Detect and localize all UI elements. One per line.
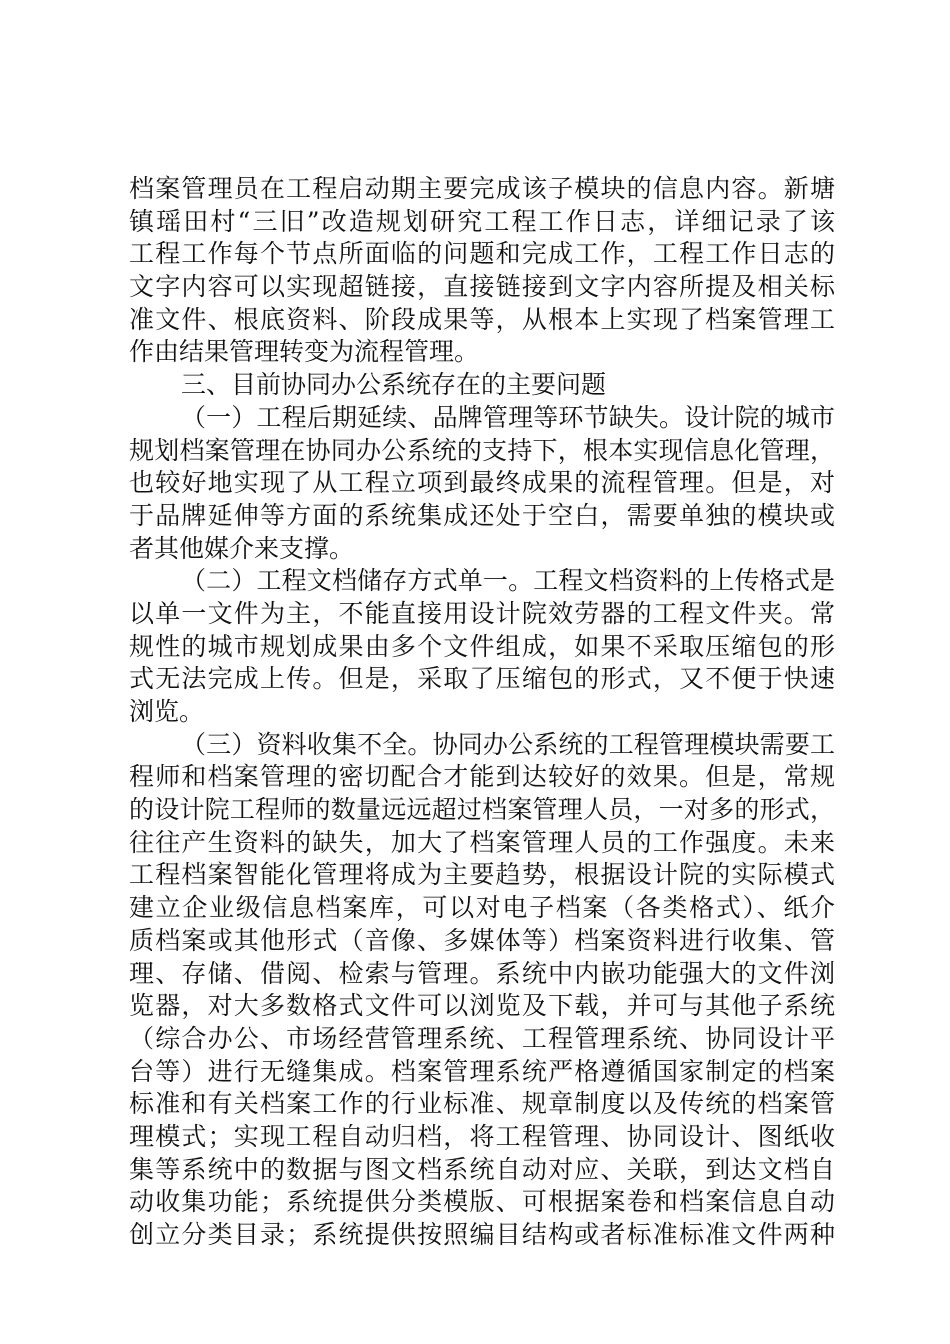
text-line: 台等）进行无缝集成。档案管理系统严格遵循国家制定的档案 [129, 1056, 835, 1086]
text-line: 浏览。 [129, 697, 205, 726]
text-line: 创立分类目录；系统提供按照编目结构或者标准标准文件两种 [129, 1220, 835, 1249]
text-line: （三）资料收集不全。协同办公系统的工程管理模块需要工 [181, 729, 835, 759]
text-line: 规性的城市规划成果由多个文件组成，如果不采取压缩包的形 [129, 631, 835, 661]
text-line: 建立企业级信息档案库，可以对电子档案（各类格式）、纸介 [129, 893, 835, 923]
text-line: 标准和有关档案工作的行业标准、规章制度以及传统的档案管 [129, 1089, 835, 1119]
text-line: 动收集功能；系统提供分类模版、可根据案卷和档案信息自动 [129, 1187, 835, 1217]
text-line: 理、存储、借阅、检索与管理。系统中内嵌功能强大的文件浏 [129, 958, 835, 988]
text-line: 工程档案智能化管理将成为主要趋势，根据设计院的实际模式 [129, 860, 835, 890]
text-line: 准文件、根底资料、阶段成果等，从根本上实现了档案管理工 [129, 304, 835, 334]
text-line: 程师和档案管理的密切配合才能到达较好的效果。但是，常规 [129, 762, 835, 792]
text-line: 也较好地实现了从工程立项到最终成果的流程管理。但是，对 [129, 468, 835, 498]
text-line: 者其他媒介来支撑。 [129, 533, 355, 563]
text-line: （综合办公、市场经营管理系统、工程管理系统、协同设计平 [129, 1023, 835, 1053]
text-line: 于品牌延伸等方面的系统集成还处于空白，需要单独的模块或 [129, 500, 835, 530]
section-heading: 三、目前协同办公系统存在的主要问题 [181, 370, 607, 400]
text-line: 质档案或其他形式（音像、多媒体等）档案资料进行收集、管 [129, 925, 835, 955]
text-line: 集等系统中的数据与图文档系统自动对应、关联，到达文档自 [129, 1154, 835, 1184]
text-line: 的设计院工程师的数量远远超过档案管理人员，一对多的形式， [129, 795, 835, 825]
text-line: （一）工程后期延续、品牌管理等环节缺失。设计院的城市 [181, 402, 835, 432]
text-line: 理模式；实现工程自动归档，将工程管理、协同设计、图纸收 [129, 1121, 835, 1151]
body-text [129, 173, 835, 1252]
text-line: 文字内容可以实现超链接，直接链接到文字内容所提及相关标 [129, 272, 835, 302]
text-line: 档案管理员在工程启动期主要完成该子模块的信息内容。新塘 [129, 174, 835, 203]
text-line: （二）工程文档储存方式单一。工程文档资料的上传格式是 [181, 566, 835, 596]
text-line: 作由结果管理转变为流程管理。 [129, 337, 480, 367]
text-line: 往往产生资料的缺失，加大了档案管理人员的工作强度。未来 [129, 827, 835, 857]
text-line: 以单一文件为主，不能直接用设计院效劳器的工程文件夹。常 [129, 598, 835, 628]
text-line: 式无法完成上传。但是，采取了压缩包的形式，又不便于快速 [129, 664, 835, 694]
text-line: 览器，对大多数格式文件可以浏览及下载，并可与其他子系统 [129, 991, 835, 1021]
text-line: 镇瑶田村“三旧”改造规划研究工程工作日志，详细记录了该 [129, 206, 835, 236]
text-line: 规划档案管理在协同办公系统的支持下，根本实现信息化管理， [129, 435, 835, 465]
text-line: 工程工作每个节点所面临的问题和完成工作，工程工作日志的 [129, 239, 835, 269]
